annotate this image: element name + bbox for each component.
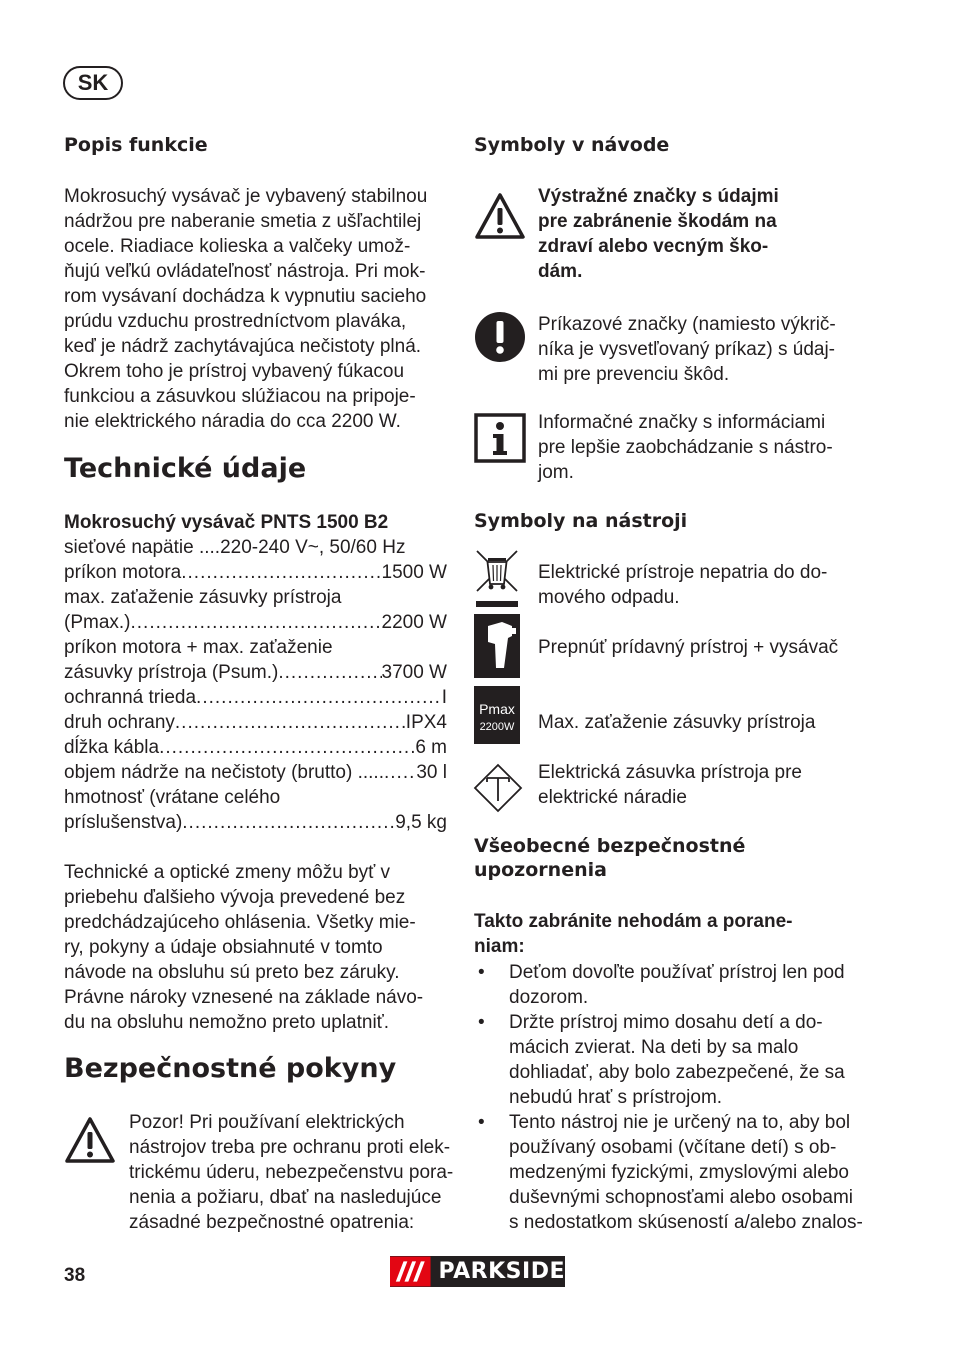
text-line: pre lepšie zaobchádzanie s nástro- bbox=[538, 437, 833, 458]
text-line: Výstražné značky s údajmi bbox=[538, 186, 779, 207]
list-item bbox=[474, 960, 884, 1010]
text-line: • Tento nástroj nie je určený na to, aby bol bbox=[509, 1112, 851, 1133]
command-signs-description bbox=[538, 312, 878, 387]
text-line: Príkazové značky (namiesto výkrič- bbox=[538, 314, 836, 335]
spec-label: príkon motora bbox=[64, 562, 182, 583]
socket-description bbox=[538, 760, 878, 810]
accident-prevention-heading bbox=[474, 909, 874, 959]
text-line: du na obsluhu nemožno preto uplatniť. bbox=[64, 1012, 390, 1033]
bezp-heading: Bezpečnostné pokyny bbox=[64, 1053, 397, 1084]
spec-value: IPX4 bbox=[405, 712, 447, 733]
text-line: nástrojov treba pre ochranu proti elek- bbox=[129, 1137, 451, 1158]
spec-line: príkon motora + max. zaťaženie bbox=[64, 637, 333, 658]
text-line: prúdu vzduchu prostredníctvom plaváka, bbox=[64, 311, 407, 332]
pmax-icon-value: 2200W bbox=[479, 721, 515, 733]
text-line: duševnými schopnosťami alebo osobami bbox=[509, 1187, 854, 1208]
text-line: nenia a požiaru, dbať na nasledujúce bbox=[129, 1187, 442, 1208]
spec-label: druh ochrany bbox=[64, 712, 175, 733]
list-item bbox=[474, 1010, 884, 1110]
weee-description bbox=[538, 560, 878, 610]
text-line: pre zabránenie škodám na bbox=[538, 211, 777, 232]
socket-outlet-icon bbox=[473, 763, 523, 813]
spec-line: hmotnosť (vrátane celého bbox=[64, 787, 281, 808]
heading-line: Takto zabránite nehodám a porane- bbox=[474, 911, 793, 932]
spec-model: Mokrosuchý vysávač PNTS 1500 B2 bbox=[64, 512, 389, 533]
text-line: medzenými fyzickými, zmyslovými alebo bbox=[509, 1162, 849, 1183]
symboly-nastroj-heading: Symboly na nástroji bbox=[474, 510, 688, 532]
spec-row-motor-power bbox=[64, 560, 447, 585]
heading-line: upozornenia bbox=[474, 859, 607, 881]
weee-crossed-bin-icon bbox=[474, 548, 520, 610]
pmax-icon bbox=[474, 686, 520, 744]
spec-label: (Pmax.) bbox=[64, 612, 131, 633]
text-line: nádržou pre naberanie smetia z ušľachtilej bbox=[64, 211, 422, 232]
spec-line: max. zaťaženie zásuvky prístroja bbox=[64, 587, 342, 608]
spec-row-psum bbox=[64, 660, 447, 685]
text-line: trickému úderu, nebezpečenstvu pora- bbox=[129, 1162, 454, 1183]
spec-label: sieťové napätie .... bbox=[64, 537, 221, 558]
text-line: nie elektrického náradia do cca 2200 W. bbox=[64, 411, 401, 432]
text-line: dozorom. bbox=[509, 987, 589, 1008]
spec-row-protection-class bbox=[64, 685, 447, 710]
spec-list bbox=[64, 510, 454, 835]
text-line: mi pre prevenciu škôd. bbox=[538, 364, 730, 385]
logo-stripes-icon bbox=[390, 1256, 431, 1287]
spec-value: 30 l bbox=[416, 762, 447, 783]
spec-label: zásuvky prístroja (Psum.) bbox=[64, 662, 279, 683]
changes-note bbox=[64, 860, 454, 1035]
text-line: funkciou a zásuvkou slúžiacou na pripoje- bbox=[64, 386, 416, 407]
spec-row-protection-type bbox=[64, 710, 447, 735]
text-line: mácich zvierat. Na deti by sa malo bbox=[509, 1037, 799, 1058]
text-line: Mokrosuchý vysávač je vybavený stabilnou bbox=[64, 186, 428, 207]
spec-row-cable-length bbox=[64, 735, 447, 760]
mandatory-sign-icon bbox=[474, 311, 526, 363]
spec-value: I bbox=[441, 687, 447, 708]
text-line: Pozor! Pri používaní elektrických bbox=[129, 1112, 405, 1133]
spec-value: 2200 W bbox=[381, 612, 447, 633]
info-sign-icon bbox=[474, 413, 526, 463]
pmax-icon-label: Pmax bbox=[479, 701, 515, 717]
spec-value: 9,5 kg bbox=[395, 812, 447, 833]
spec-row-voltage bbox=[64, 535, 447, 560]
text-line: Právne nároky vznesené na základe návo- bbox=[64, 987, 424, 1008]
text-line: Elektrické prístroje nepatria do do- bbox=[538, 562, 828, 583]
text-line: Informačné značky s informáciami bbox=[538, 412, 826, 433]
text-line: • Držte prístroj mimo dosahu detí a do- bbox=[509, 1012, 823, 1033]
spec-value: 6 m bbox=[415, 737, 447, 758]
info-signs-description bbox=[538, 410, 878, 485]
text-line: keď je nádrž zachytávajúca nečistoty plná. bbox=[64, 336, 422, 357]
spec-label: príslušenstva) bbox=[64, 812, 183, 833]
list-item bbox=[474, 1110, 884, 1235]
text-line: Okrem toho je prístroj vybavený fúkacou bbox=[64, 361, 405, 382]
text-line: priebehu ďalšieho vývoja prevedené bez bbox=[64, 887, 406, 908]
brand-name: PARKSIDE bbox=[438, 1259, 565, 1284]
page-number: 38 bbox=[64, 1265, 86, 1286]
text-line: nebudú hrať s prístrojom. bbox=[509, 1087, 723, 1108]
heading-line: niam: bbox=[474, 936, 525, 957]
parkside-logo bbox=[390, 1256, 565, 1287]
safety-bullet-list bbox=[474, 960, 884, 1235]
text-line: predchádzajúceho ohlásenia. Všetky mie- bbox=[64, 912, 416, 933]
text-line: níka je vysvetľovaný príkaz) s údaj- bbox=[538, 339, 835, 360]
spec-row-weight bbox=[64, 810, 447, 835]
text-line: rom vysávaní dochádza k vypnutiu sacieho bbox=[64, 286, 427, 307]
power-tool-switch-icon bbox=[474, 614, 520, 678]
spec-value: 220-240 V~, 50/60 Hz bbox=[220, 537, 406, 558]
text-line: • Deťom dovoľte používať prístroj len pod bbox=[509, 962, 845, 983]
symboly-navod-heading: Symboly v návode bbox=[474, 134, 670, 156]
warning-signs-description bbox=[538, 184, 878, 284]
text-line: dohliadať, aby bolo zabezpečené, že sa bbox=[509, 1062, 845, 1083]
spec-label: dĺžka kábla bbox=[64, 737, 160, 758]
switch-description: Prepnúť prídavný prístroj + vysávač bbox=[538, 637, 839, 658]
spec-value: 3700 W bbox=[381, 662, 447, 683]
warning-triangle-icon bbox=[474, 192, 526, 240]
language-badge: SK bbox=[63, 66, 123, 100]
spec-value: 1500 W bbox=[381, 562, 447, 583]
text-line: jom. bbox=[538, 462, 574, 483]
popis-paragraph bbox=[64, 184, 454, 434]
text-line: mového odpadu. bbox=[538, 587, 680, 608]
spec-label: ochranná trieda bbox=[64, 687, 197, 708]
text-line: ry, pokyny a údaje obsiahnuté v tomto bbox=[64, 937, 383, 958]
text-line: zdraví alebo vecným ško- bbox=[538, 236, 769, 257]
warning-triangle-icon bbox=[64, 1116, 116, 1164]
text-line: Elektrická zásuvka prístroja pre bbox=[538, 762, 802, 783]
popis-heading: Popis funkcie bbox=[64, 134, 208, 156]
text-line: dám. bbox=[538, 261, 583, 282]
text-line: návode na obsluhu sú preto bez záruky. bbox=[64, 962, 400, 983]
heading-line: Všeobecné bezpečnostné bbox=[474, 835, 746, 857]
text-line: zásadné bezpečnostné opatrenia: bbox=[129, 1212, 415, 1233]
text-line: používaný osobami (včítane detí) s ob- bbox=[509, 1137, 837, 1158]
general-safety-heading bbox=[474, 834, 745, 882]
text-line: elektrické náradie bbox=[538, 787, 687, 808]
text-line: Technické a optické zmeny môžu byť v bbox=[64, 862, 391, 883]
tech-heading: Technické údaje bbox=[64, 453, 307, 484]
pmax-description: Max. zaťaženie zásuvky prístroja bbox=[538, 712, 816, 733]
spec-label: objem nádrže na nečistoty (brutto) ..... bbox=[64, 762, 384, 783]
bezp-paragraph bbox=[129, 1110, 459, 1235]
spec-row-pmax bbox=[64, 610, 447, 635]
text-line: ňujú veľkú ovládateľnosť nástroja. Pri mok- bbox=[64, 261, 426, 282]
spec-row-tank-volume bbox=[64, 760, 447, 785]
text-line: s nedostatkom skúseností a/alebo znalos- bbox=[509, 1212, 863, 1233]
text-line: ocele. Riadiace kolieska a valčeky umož- bbox=[64, 236, 411, 257]
